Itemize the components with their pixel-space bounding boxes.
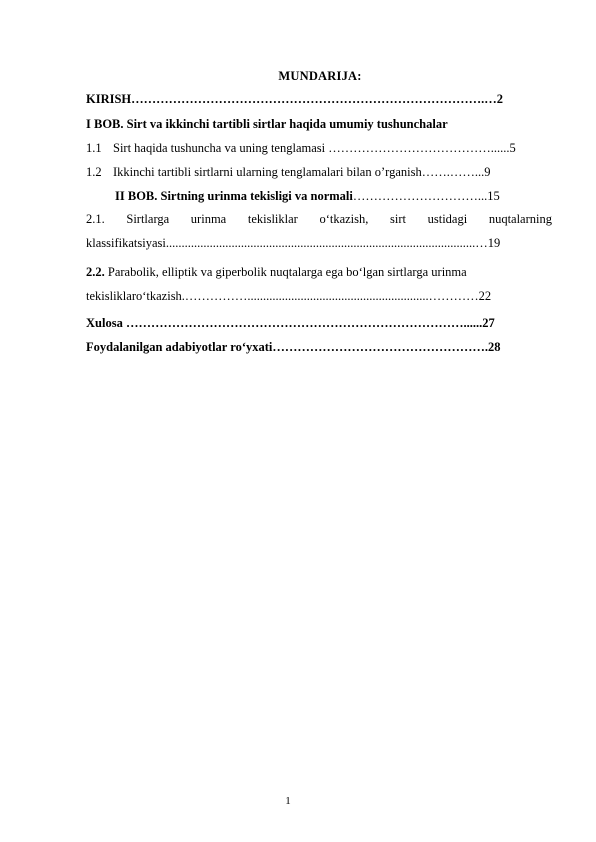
toc-entry-1-1 bbox=[86, 141, 552, 156]
toc-entry-2-2-line2: tekisliklaro‘tkazish.……………..........................................................…………22 bbox=[86, 289, 492, 303]
toc-entry-text: Sirt haqida tushuncha va uning tenglamasi …………………………………......5 bbox=[113, 141, 516, 155]
toc-entry-text: Ikkinchi tartibli sirtlarni ularning tenglamalari bilan o’rganish…….……...9 bbox=[113, 165, 491, 179]
page-title: MUNDARIJA: bbox=[278, 69, 362, 83]
page-number: 1 bbox=[285, 795, 291, 807]
toc-entry-leader: …………………………...15 bbox=[352, 189, 500, 203]
toc-entry-xulosa: Xulosa ………………………………………………………………………......27 bbox=[86, 316, 495, 330]
toc-entry-adabiyot: Foydalanilgan adabiyotlar ro‘yxati…………………………………………….28 bbox=[86, 340, 501, 354]
toc-entry-number: 1.2 bbox=[86, 165, 102, 179]
toc-entry-2-1-line2: klassifikatsiyasi...................................................................................................…19 bbox=[86, 236, 501, 250]
toc-entry-number: 2.2. bbox=[86, 265, 105, 279]
toc-entry-kirish: KIRISH………………………………………………………………………….…2 bbox=[86, 92, 504, 106]
toc-entry-bob2 bbox=[115, 189, 551, 204]
toc-entry-1-2 bbox=[86, 165, 552, 180]
toc-entry-text: Parabolik, elliptik va giperbolik nuqtalarga ega bo‘lgan sirtlarga urinma bbox=[104, 265, 467, 279]
toc-entry-text: II BOB. Sirtning urinma tekisligi va normali bbox=[115, 189, 353, 203]
toc-entry-2-1-line1: 2.1. Sirtlarga urinma tekisliklar o‘tkazish, sirt ustidagi nuqtalarning bbox=[86, 212, 552, 226]
toc-entry-2-2-line1 bbox=[86, 265, 552, 280]
toc-entry-bob1: I BOB. Sirt va ikkinchi tartibli sirtlar haqida umumiy tushunchalar bbox=[86, 117, 448, 131]
toc-entry-number: 1.1 bbox=[86, 141, 102, 155]
